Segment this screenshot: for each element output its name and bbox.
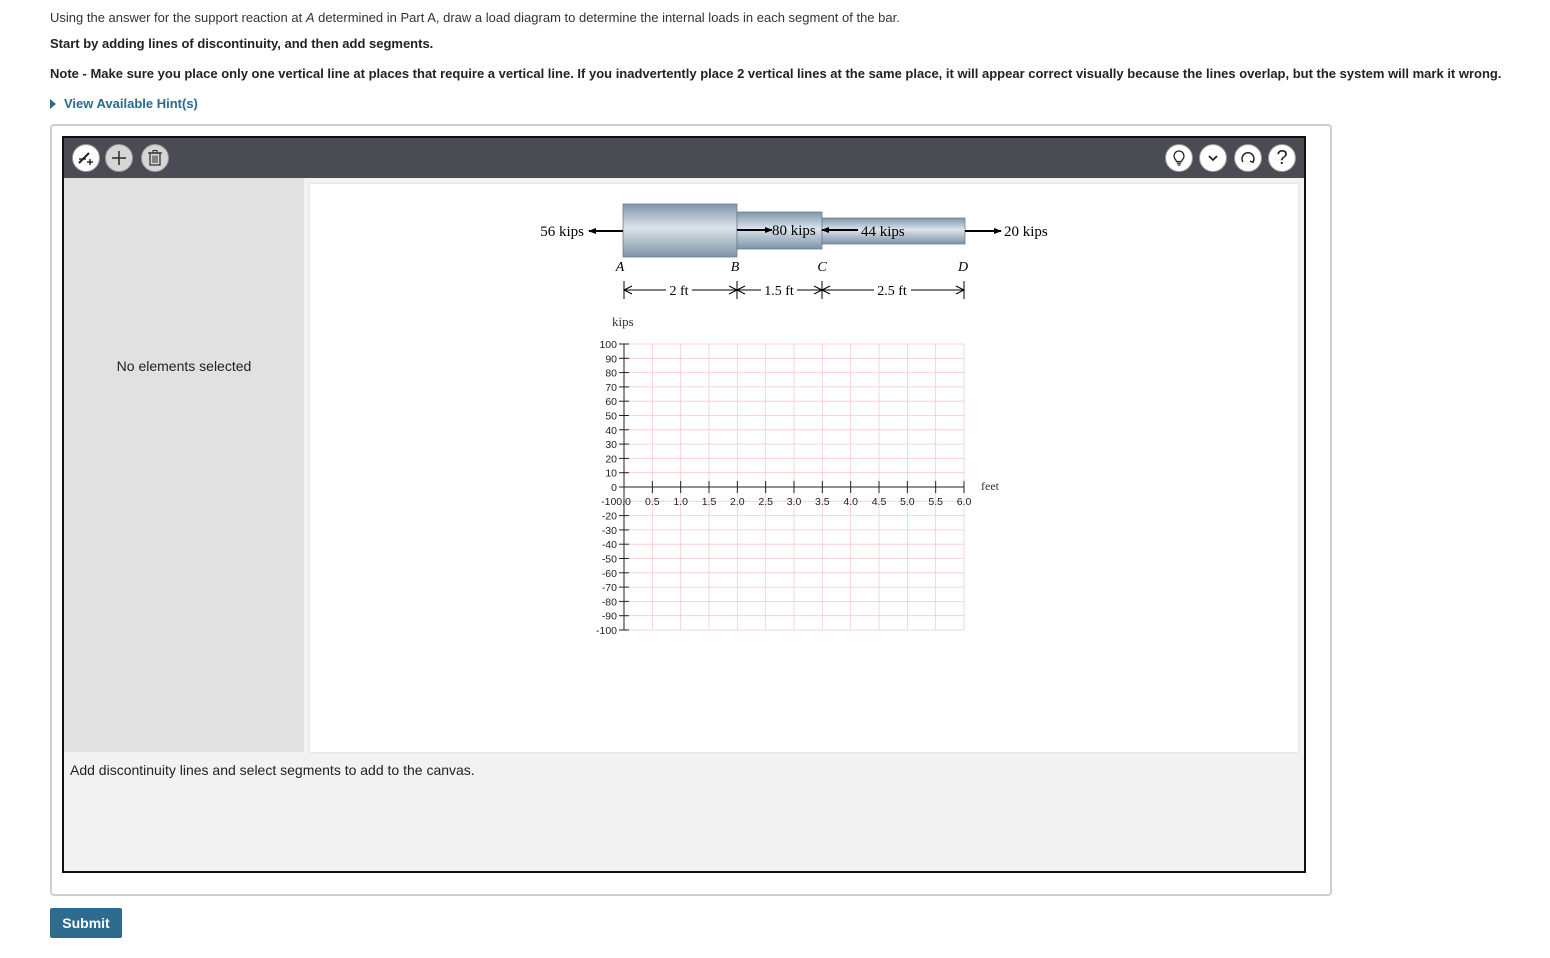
y-tick-label: 40 (605, 424, 617, 437)
toolbar (64, 138, 1304, 178)
force-label-c: 44 kips (861, 224, 905, 240)
drawing-widget (62, 136, 1306, 873)
add-discontinuity-button[interactable] (72, 144, 100, 172)
x-tick-label: 4.0 (843, 496, 858, 508)
x-tick-label: -100.0 (601, 496, 631, 508)
y-tick-label: -100 (595, 625, 617, 637)
x-tick-label: 3.5 (815, 496, 830, 508)
y-tick-label: -90 (601, 610, 617, 623)
properties-panel (64, 178, 304, 752)
y-tick-label: -20 (601, 510, 617, 523)
draw-line-icon (77, 149, 95, 167)
delete-button[interactable] (141, 144, 169, 172)
drawing-canvas[interactable] (310, 184, 1298, 752)
canvas-svg (310, 184, 1298, 752)
view-hints-link[interactable] (50, 96, 198, 111)
y-tick-label: 100 (599, 339, 617, 351)
y-tick-label: -70 (601, 582, 617, 595)
view-hints-label: View Available Hint(s) (64, 96, 198, 111)
y-tick-label: 10 (605, 467, 617, 480)
force-label-d: 20 kips (1004, 224, 1048, 240)
x-tick-label: 1.0 (673, 496, 688, 508)
options-dropdown-button[interactable] (1199, 144, 1227, 172)
x-tick-label: 3.0 (786, 496, 802, 508)
load-diagram-chart (596, 314, 1000, 637)
add-segment-button[interactable] (105, 144, 133, 172)
x-tick-label: 4.5 (871, 496, 887, 508)
x-tick-label: 2.5 (758, 496, 773, 508)
point-label-a: A (615, 260, 625, 275)
hint-button[interactable] (1165, 144, 1193, 172)
x-axis-label: feet (981, 479, 999, 493)
y-tick-label: 80 (605, 367, 617, 380)
x-tick-label: 5.5 (928, 496, 943, 508)
chevron-down-icon (1206, 151, 1220, 165)
help-icon: ? (1276, 147, 1288, 169)
force-label-a: 56 kips (540, 224, 584, 240)
bar-segment-ab (623, 204, 737, 257)
y-tick-label: 50 (605, 410, 617, 423)
trash-icon (147, 149, 163, 167)
y-tick-label: 90 (605, 353, 617, 366)
force-label-b: 80 kips (772, 223, 816, 239)
help-button[interactable] (1268, 144, 1296, 172)
point-label-d: D (957, 260, 969, 275)
instruction-text: Start by adding lines of discontinuity, and then add segments. (50, 36, 434, 51)
x-tick-label: 6.0 (956, 496, 972, 508)
point-label-b: B (730, 260, 740, 275)
expand-triangle-icon (50, 99, 56, 109)
dimension-label-bc: 1.5 ft (764, 284, 794, 299)
reset-icon (1239, 149, 1257, 167)
bar-figure (540, 204, 1048, 299)
y-tick-label: 0 (611, 482, 617, 494)
y-tick-label: -30 (601, 524, 617, 537)
plus-icon (110, 149, 128, 167)
x-tick-label: 0.5 (645, 496, 660, 508)
selection-status: No elements selected (116, 358, 252, 374)
submit-button[interactable]: Submit (50, 908, 122, 938)
y-tick-label: 60 (605, 396, 617, 409)
dimension-label-cd: 2.5 ft (877, 284, 907, 299)
x-tick-label: 2.0 (730, 496, 745, 508)
instructions-text: Add discontinuity lines and select segments to add to the canvas. (70, 762, 475, 778)
note-text: Note - Make sure you place only one vertical line at places that require a vertical line. If you inadvertently place 2 vertical lines at the same place, it will appear correct visually because the lines overlap, but the system will mark it wrong. (50, 66, 1502, 81)
y-axis-label: kips (612, 314, 634, 329)
point-label-c: C (817, 260, 827, 275)
y-tick-label: -40 (601, 539, 617, 552)
y-tick-label: 20 (605, 453, 617, 466)
reset-button[interactable] (1234, 144, 1262, 172)
x-tick-label: 5.0 (900, 496, 915, 508)
y-tick-label: 30 (605, 439, 617, 452)
y-tick-label: -60 (601, 567, 617, 580)
question-text: Using the answer for the support reaction at A determined in Part A, draw a load diagram to determine the internal loads in each segment of the bar. (50, 10, 900, 25)
y-tick-label: -80 (601, 596, 617, 609)
lightbulb-icon (1170, 149, 1188, 167)
x-tick-label: 1.5 (701, 496, 717, 508)
y-tick-label: -50 (601, 553, 617, 566)
dimension-label-ab: 2 ft (669, 284, 689, 299)
y-tick-label: 70 (605, 381, 617, 394)
